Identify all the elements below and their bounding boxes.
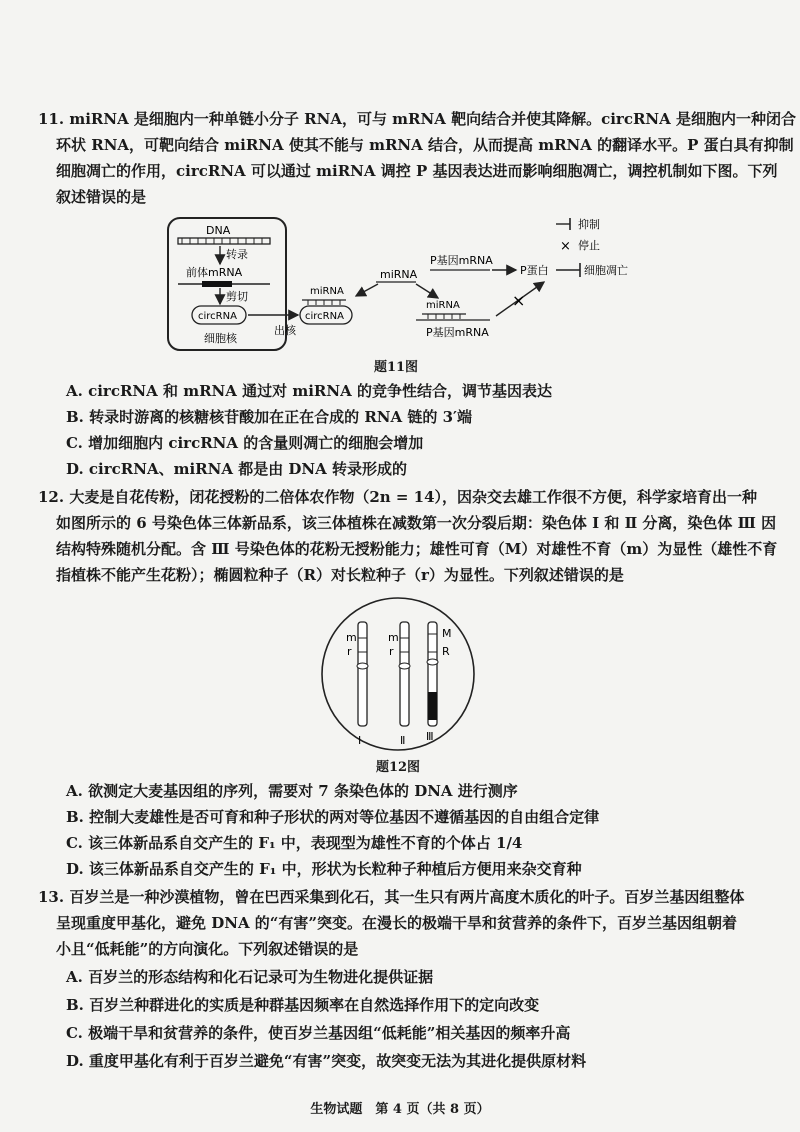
q11-figure	[160, 212, 660, 356]
nucleus-label: 细胞核	[204, 332, 237, 345]
q13-option-b: B. 百岁兰种群进化的实质是种群基因频率在自然选择作用下的定向改变	[66, 996, 540, 1014]
q11-option-b: B. 转录时游离的核糖核苷酸加在正在合成的 RNA 链的 3′端	[66, 408, 472, 426]
q12-option-b: B. 控制大麦雄性是否可育和种子形状的两对等位基因不遵循基因的自由组合定律	[66, 808, 600, 826]
p-mrna-label-upper: P基因mRNA	[430, 254, 493, 267]
gene-r-2: r	[389, 645, 394, 658]
q12-caption: 题12图	[375, 760, 421, 775]
circrna-label-cytoplasm: circRNA	[305, 311, 344, 322]
mirna-label-left: miRNA	[310, 286, 344, 297]
chromosome-2-label: Ⅱ	[400, 734, 406, 747]
q13-line-3: 小且“低耗能”的方向演化。下列叙述错误的是	[56, 940, 359, 958]
q11-option-a: A. circRNA 和 mRNA 通过对 miRNA 的竞争性结合，调节基因表达	[66, 382, 552, 400]
splice-label: 剪切	[226, 290, 248, 303]
dna-strands	[178, 238, 270, 244]
q13-option-c: C. 极端干旱和贫营养的条件，使百岁兰基因组“低耗能”相关基因的频率升高	[66, 1024, 571, 1042]
export-label: 出核	[274, 324, 296, 337]
gene-M-3: M	[442, 627, 452, 640]
chromosome-1-label: Ⅰ	[358, 734, 362, 747]
exon-block	[202, 281, 232, 287]
cell-circle	[322, 598, 474, 750]
q13-option-d: D. 重度甲基化有利于百岁兰避免“有害”突变，故突变无法为其进化提供原材料	[66, 1052, 587, 1070]
p-mrna-label-lower: P基因mRNA	[426, 326, 489, 339]
mirna-label-center: miRNA	[380, 268, 418, 281]
gene-R-3: R	[442, 645, 450, 658]
q12-option-c: C. 该三体新品系自交产生的 F₁ 中，表现型为雄性不育的个体占 1/4	[66, 834, 523, 852]
legend-stop: 停止	[578, 239, 600, 252]
dna-label: DNA	[206, 224, 231, 237]
q13-line-2: 呈现重度甲基化，避免 DNA 的“有害”突变。在漫长的极端干旱和贫营养的条件下，百岁兰基因组朝着	[56, 914, 738, 932]
p-protein-label: P蛋白	[520, 264, 549, 277]
q11-line-3: 细胞凋亡的作用，circRNA 可以通过 miRNA 调控 P 基因表达进而影响细胞凋亡，调控机制如下图。下列	[56, 162, 778, 180]
q11-line-2: 环状 RNA，可靶向结合 miRNA 使其不能与 mRNA 结合，从而提高 mRNA 的翻译水平。P 蛋白具有抑制	[56, 136, 794, 154]
q13-option-a: A. 百岁兰的形态结构和化石记录可为生物进化提供证据	[66, 968, 434, 986]
q12-figure	[318, 594, 478, 754]
q11-option-d: D. circRNA、miRNA 都是由 DNA 转录形成的	[66, 460, 408, 478]
chromosome-3-label: Ⅲ	[426, 730, 434, 743]
q12-option-d: D. 该三体新品系自交产生的 F₁ 中，形状为长粒种子种植后方便用来杂交育种	[66, 860, 582, 878]
page-footer: 生物试题 第 4 页（共 8 页）	[310, 1102, 490, 1117]
pre-mrna-label: 前体mRNA	[186, 266, 243, 279]
q12-line-4: 指植株不能产生花粉）；椭圆粒种子（R）对长粒种子（r）为显性。下列叙述错误的是	[56, 566, 624, 584]
q12-option-a: A. 欲测定大麦基因组的序列，需要对 7 条染色体的 DNA 进行测序	[66, 782, 518, 800]
gene-r-1: r	[347, 645, 352, 658]
apoptosis-label: 细胞凋亡	[584, 264, 628, 277]
legend-stop-symbol: ×	[560, 239, 571, 254]
q12-line-2: 如图所示的 6 号染色体三体新品系，该三体植株在减数第一次分裂后期：染色体 Ⅰ 和 Ⅱ 分离，染色体 Ⅲ 因	[56, 514, 777, 532]
stop-mark: ×	[512, 291, 526, 310]
chromosome-3-special-segment	[428, 692, 437, 720]
q12-line-1: 12. 大麦是自花传粉，闭花授粉的二倍体农作物（2n = 14），因杂交去雄工作很不方便，科学家培育出一种	[38, 488, 758, 506]
q13-line-1: 13. 百岁兰是一种沙漠植物，曾在巴西采集到化石，其一生只有两片高度木质化的叶子。百岁兰基因组整体	[38, 888, 745, 906]
q11-line-4: 叙述错误的是	[56, 188, 147, 206]
q11-option-c: C. 增加细胞内 circRNA 的含量则凋亡的细胞会增加	[66, 434, 424, 452]
gene-m-2: m	[388, 631, 399, 644]
mirna-label-lower: miRNA	[426, 300, 460, 311]
legend-inhibit: 抑制	[578, 218, 600, 231]
gene-m-1: m	[346, 631, 357, 644]
q11-caption: 题11图	[373, 360, 419, 375]
circrna-label-nucleus: circRNA	[198, 311, 237, 322]
q12-line-3: 结构特殊随机分配。含 Ⅲ 号染色体的花粉无授粉能力；雄性可育（M）对雄性不育（m）为显性（雄性不育	[56, 540, 778, 558]
q11-line-1: 11. miRNA 是细胞内一种单链小分子 RNA，可与 mRNA 靶向结合并使其降解。circRNA 是细胞内一种闭合	[38, 110, 797, 128]
transcription-label: 转录	[226, 248, 248, 261]
